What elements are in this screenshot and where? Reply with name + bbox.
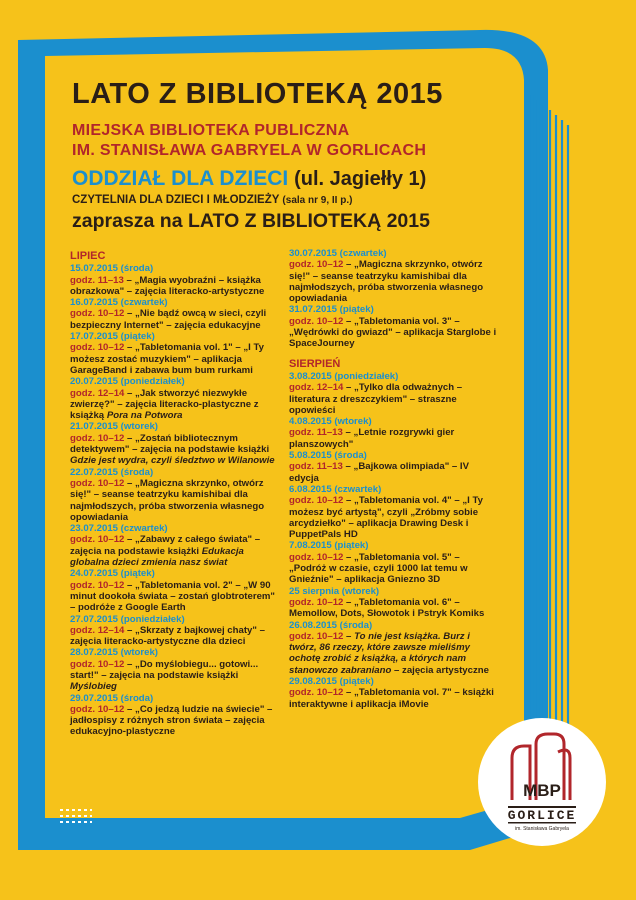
event-hours: godz. 11–13 — [289, 461, 343, 473]
event-text-after: – zajęcia artystyczne — [391, 664, 489, 676]
department-heading — [72, 167, 426, 191]
event-hours: godz. 10–12 — [70, 432, 125, 444]
event-text: – „Tabletomania vol. 7" – książki interaktywne i aplikacja iMovie — [289, 687, 494, 710]
logo-emblem-icon — [478, 718, 606, 846]
event-text: – „Co jedzą ludzie na świecie" – jadłospisy z różnych stron świata – zajęcia edukacyjno-plastyczne — [70, 703, 273, 738]
event-text: – „Magiczna skrzynko, otwórz się!" – seanse teatrzyku kamishibai dla najmłodszych, próba stworzenia własnego opowiadania — [70, 477, 265, 523]
event-book-title: Myślobieg — [70, 681, 117, 693]
event-text: – — [343, 630, 355, 642]
event-description — [70, 433, 275, 467]
event-description — [70, 308, 275, 331]
event-description — [289, 382, 499, 416]
event-description — [70, 580, 275, 614]
event-date: 4.08.2015 (wtorek) — [289, 416, 372, 428]
event-text: – „Tabletomania vol. 5" – „Podróż w czasie, czyli 1000 lat temu w Gnieźnie" – aplikacja Gniezno 3D — [289, 551, 468, 586]
event-date: 15.07.2015 (środa) — [70, 263, 154, 275]
event-date: 7.08.2015 (piątek) — [289, 540, 369, 552]
department-name: ODDZIAŁ DLA DZIECI — [72, 167, 289, 190]
event-list — [289, 248, 499, 350]
event-text: – „Do myślobiegu... gotowi... start!" – zajęcia na podstawie książki — [70, 658, 259, 681]
event-hours: godz. 10–12 — [70, 342, 125, 354]
event-text: – „Magia wyobraźni – książka obrazkowa" – zajęcia literacko-artystyczne — [70, 274, 265, 297]
event-description — [289, 687, 499, 710]
event-description — [70, 704, 275, 738]
event-date: 27.07.2015 (poniedziałek) — [70, 613, 185, 625]
logo-caption: im. Stanisława Gabryela — [515, 826, 569, 832]
event-date: 17.07.2015 (piątek) — [70, 331, 155, 343]
event-text: – „Zostań bibliotecznym detektywem" – zajęcia na podstawie książki — [70, 432, 270, 456]
event-book-title: To nie jest książka. Burz i twórz, 86 rzeczy, które zawsze mieliśmy ochotę zrobić z książką, a których nam stanowczo zabraniano — [289, 630, 470, 676]
event-text: – „Letnie rozgrywki gier planszowych" — [289, 427, 455, 450]
event-hours: godz. 10–12 — [289, 596, 344, 608]
event-date: 26.08.2015 (środa) — [289, 619, 373, 631]
event-description — [289, 259, 499, 304]
event-hours: godz. 12–14 — [70, 387, 125, 399]
event-text: – „Tabletomania vol. 1" – „I Ty możesz zostać muzykiem" – aplikacja GarageBand i zabawa bum bum rurkami — [70, 342, 265, 376]
event-date: 16.07.2015 (czwartek) — [70, 297, 168, 309]
event-hours: godz. 10–12 — [70, 703, 125, 715]
event-description — [289, 597, 499, 620]
event-description — [289, 631, 499, 676]
month-heading-august: SIERPIEŃ — [289, 357, 341, 370]
event-date: 21.07.2015 (wtorek) — [70, 421, 158, 433]
event-date: 3.08.2015 (poniedziałek) — [289, 370, 399, 382]
event-date: 20.07.2015 (poniedziałek) — [70, 376, 185, 388]
event-description — [70, 659, 275, 693]
event-hours: godz. 10–12 — [289, 630, 344, 642]
event-description — [289, 461, 499, 484]
event-description — [70, 342, 275, 376]
event-date: 22.07.2015 (środa) — [70, 466, 154, 478]
reading-room-name: CZYTELNIA DLA DZIECI I MŁODZIEŻY — [72, 194, 280, 206]
event-text: – „Jak stworzyć niezwykłe zwierzę?" – zajęcia literacko-plastyczne z książką — [70, 387, 259, 422]
logo-letters: MBP — [523, 781, 561, 800]
event-date: 28.07.2015 (wtorek) — [70, 647, 158, 659]
event-hours: godz. 10–12 — [70, 534, 125, 546]
event-list — [70, 263, 275, 737]
reading-room-line — [72, 194, 352, 206]
schedule-column-2 — [289, 248, 499, 710]
event-text: – „Magiczna skrzynko, otwórz się!" – seanse teatrzyku kamishibai dla najmłodszych, próba stworzenia własnego opowiadania — [289, 259, 484, 305]
poster-title: LATO Z BIBLIOTEKĄ 2015 — [72, 78, 443, 110]
event-hours: godz. 10–12 — [70, 308, 125, 320]
reading-room-location: (sala nr 9, II p.) — [282, 195, 353, 206]
event-description — [70, 275, 275, 298]
event-book-title: Gdzie jest wydra, czyli śledztwo w Wilanowie — [70, 455, 275, 467]
event-description — [70, 478, 275, 523]
event-text: – „Nie bądź owcą w sieci, czyli bezpieczny Internet" – zajęcia edukacyjne — [70, 308, 267, 331]
event-description — [289, 552, 499, 586]
event-date: 23.07.2015 (czwartek) — [70, 523, 168, 535]
event-hours: godz. 10–12 — [70, 658, 125, 670]
department-address: (ul. Jagiełły 1) — [294, 168, 427, 190]
event-hours: godz. 12–14 — [70, 624, 125, 636]
event-date: 29.08.2015 (piątek) — [289, 675, 374, 687]
event-hours: godz. 10–12 — [289, 495, 344, 507]
event-hours: godz. 12–14 — [289, 382, 344, 394]
event-text: – „Bajkowa olimpiada" – IV edycja — [289, 461, 469, 484]
event-hours: godz. 11–13 — [289, 427, 343, 439]
event-date: 24.07.2015 (piątek) — [70, 568, 155, 580]
library-name-line2: IM. STANISŁAWA GABRYELA W GORLICACH — [72, 142, 427, 159]
library-name-line1: MIEJSKA BIBLIOTEKA PUBLICZNA — [72, 122, 350, 139]
event-book-title: Pora na Potwora — [106, 410, 183, 422]
event-hours: godz. 10–12 — [289, 259, 344, 271]
event-text: – „Tabletomania vol. 6" – Memollow, Dots, Słowotok i Pstryk Komiks — [289, 596, 485, 620]
event-hours: godz. 10–12 — [289, 315, 344, 327]
schedule-column-1 — [70, 251, 275, 738]
event-list — [289, 371, 499, 710]
event-date: 5.08.2015 (środa) — [289, 450, 367, 462]
event-hours: godz. 10–12 — [289, 551, 344, 563]
event-description — [289, 427, 499, 450]
event-book-title: Edukacja globalna dzieci zmienia nasz świat — [70, 545, 244, 569]
event-date: 31.07.2015 (piątek) — [289, 304, 374, 316]
event-hours: godz. 10–12 — [289, 687, 344, 699]
event-hours: godz. 10–12 — [70, 477, 125, 489]
logo-city: GORLICE — [507, 808, 577, 823]
event-date: 25 sierpnia (wtorek) — [289, 585, 380, 597]
event-description — [70, 625, 275, 648]
event-text: – „Tabletomania vol. 2" – „W 90 minut dookoła świata – zostań globtroterem" – podróże z Google Earth — [70, 579, 275, 614]
event-date: 29.07.2015 (środa) — [70, 692, 154, 704]
library-logo — [478, 718, 606, 846]
month-heading-july: LIPIEC — [70, 250, 106, 262]
event-description — [70, 534, 275, 568]
event-text: – „Tabletomania vol. 3" – „Wędrówki do gwiazd" – aplikacja Starglobe i SpaceJourney — [289, 315, 497, 350]
event-hours: godz. 10–12 — [70, 579, 125, 591]
invitation-line: zaprasza na LATO Z BIBLIOTEKĄ 2015 — [72, 210, 430, 232]
event-hours: godz. 11–13 — [70, 274, 124, 286]
event-description — [289, 495, 499, 540]
event-text: – „Skrzaty z bajkowej chaty" – zajęcia literacko-artystyczne dla dzieci — [70, 624, 265, 648]
event-date: 30.07.2015 (czwartek) — [289, 248, 387, 259]
event-text: – „Zabawy z całego świata" – zajęcia na podstawie książki — [70, 534, 261, 557]
event-description — [70, 388, 275, 422]
event-date: 6.08.2015 (czwartek) — [289, 483, 382, 495]
event-description — [289, 316, 499, 350]
event-text: – „Tylko dla odważnych – literatura z dreszczykiem" – straszne opowieści — [289, 382, 463, 416]
event-text: – „Tabletomania vol. 4" – „I Ty możesz być artystą", czyli „Zróbmy sobie arcydziełko" – aplikacja Drawing Desk i PuppetPals HD — [289, 495, 484, 541]
